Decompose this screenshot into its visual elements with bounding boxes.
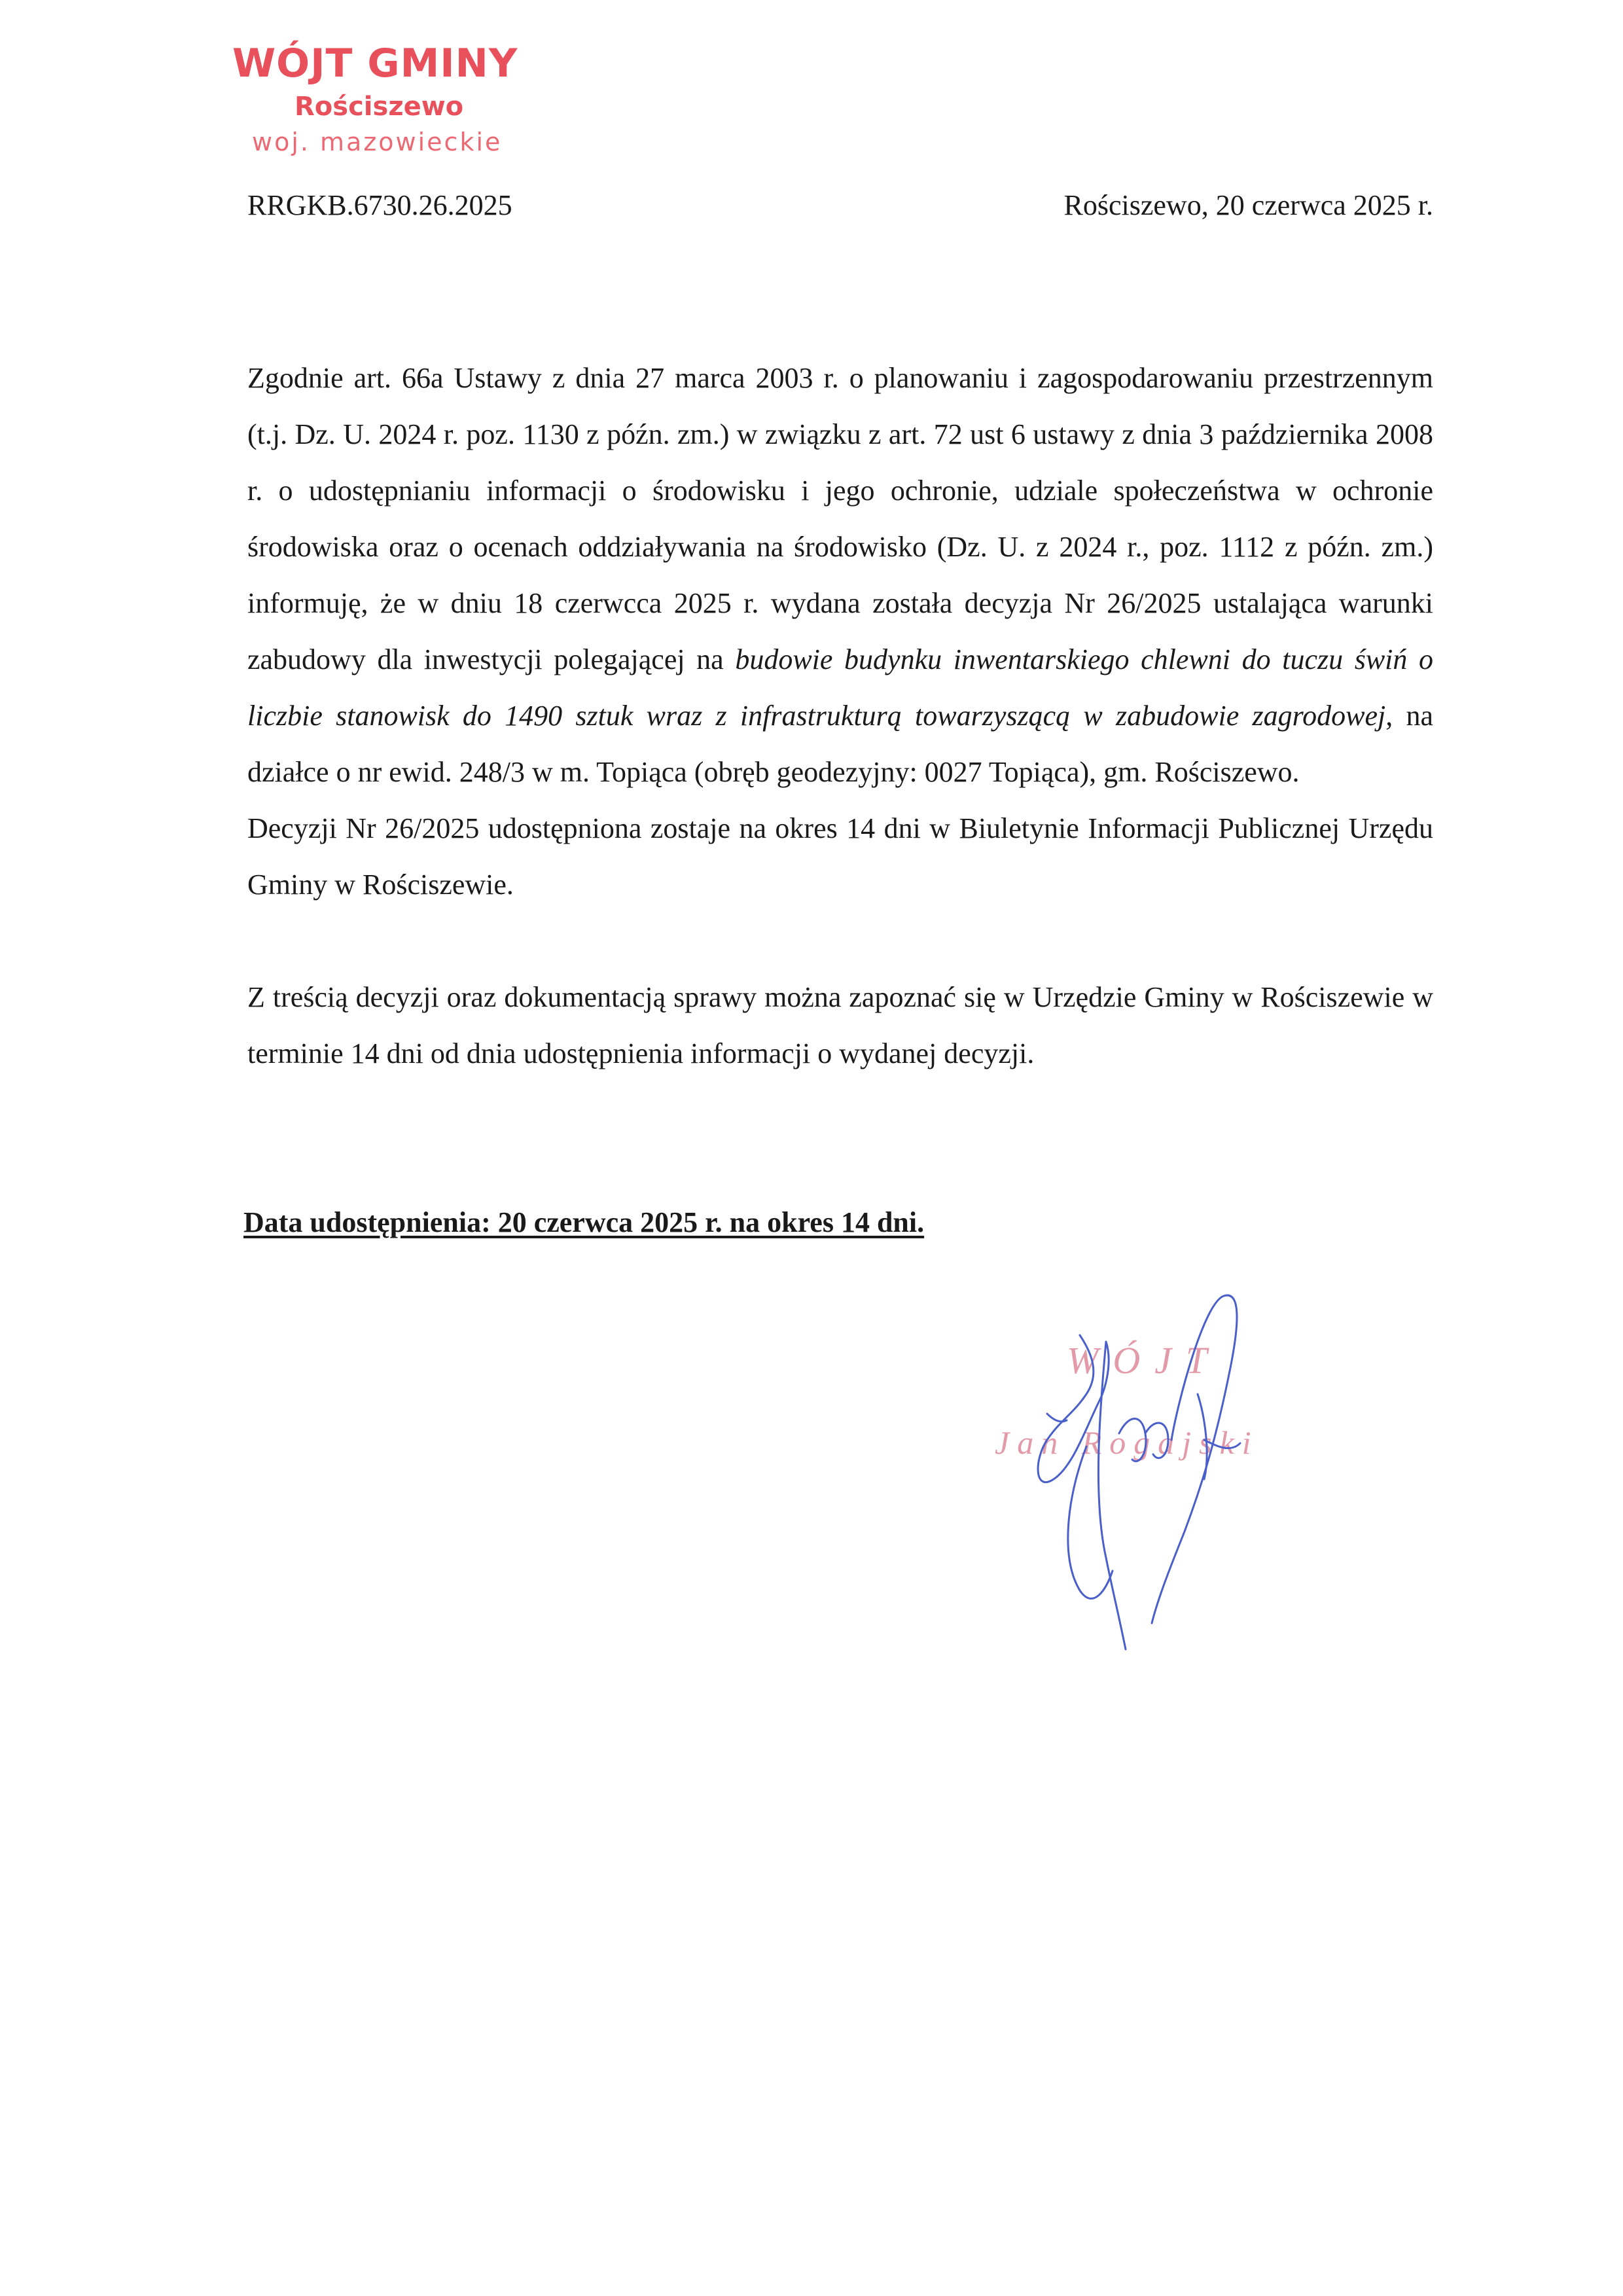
paragraph-publication: Decyzji Nr 26/2025 udostępniona zostaje na okres 14 dni w Biuletynie Informacji Publicznej Urzędu Gminy w Rościszewie. (247, 812, 1433, 901)
availability-date: Data udostępnienia: 20 czerwca 2025 r. na okres 14 dni. (243, 1206, 925, 1238)
handwritten-signature (1008, 1283, 1283, 1662)
reference-number: RRGKB.6730.26.2025 (247, 189, 512, 221)
paragraph-text: Zgodnie art. 66a Ustawy z dnia 27 marca 2003 r. o planowaniu i zagospodarowaniu przestrzennym (t.j. Dz. U. 2024 r. poz. 1130 z późn. zm.) w związku z art. 72 ust 6 ustawy z dnia 3 października 2008 r. o udostępnianiu informacji o środowisku i jego ochronie, udziale społeczeństwa w ochronie środowiska oraz o ocenach oddziaływania na środowisko (Dz. U. z 2024 r., poz. 1112 z późn. zm.) informuję, że w dniu 18 czerwcca 2025 r. wydana została decyzja Nr 26/2025 ustalająca warunki zabudowy dla inwestycji polegającej na (247, 362, 1433, 675)
stamp-voivodeship: woj. mazowieckie (252, 128, 503, 156)
investment-description: budowie budynku inwentarskiego chlewni do tuczu świń o liczbie stanowisk do 1490 sztuk wraz z infrastrukturą towarzyszącą w zabudowie zagrodowej (247, 643, 1434, 732)
paragraph-inspection: Z treścią decyzji oraz dokumentacją sprawy można zapoznać się w Urzędzie Gminy w Rościszewie w terminie 14 dni od dnia udostępnienia informacji o wydanej decyzji. (247, 981, 1433, 1069)
office-stamp (232, 41, 560, 165)
paragraph-text: , na działce o nr ewid. 248/3 w m. Topiąca (obręb geodezyjny: 0027 Topiąca), gm. Rościszewo. (247, 700, 1433, 788)
paragraph-gap (247, 913, 1433, 969)
stamp-municipality: Rościszewo (294, 92, 464, 122)
letter-body (247, 350, 1433, 1082)
signature-stamp-title: WÓJT (1067, 1339, 1222, 1382)
stamp-title: WÓJT GMINY (232, 41, 518, 86)
signature-stamp-name: Jan Rogajski (995, 1424, 1259, 1461)
place-and-date: Rościszewo, 20 czerwca 2025 r. (1063, 189, 1433, 221)
paragraph-decision-info (247, 350, 1433, 800)
